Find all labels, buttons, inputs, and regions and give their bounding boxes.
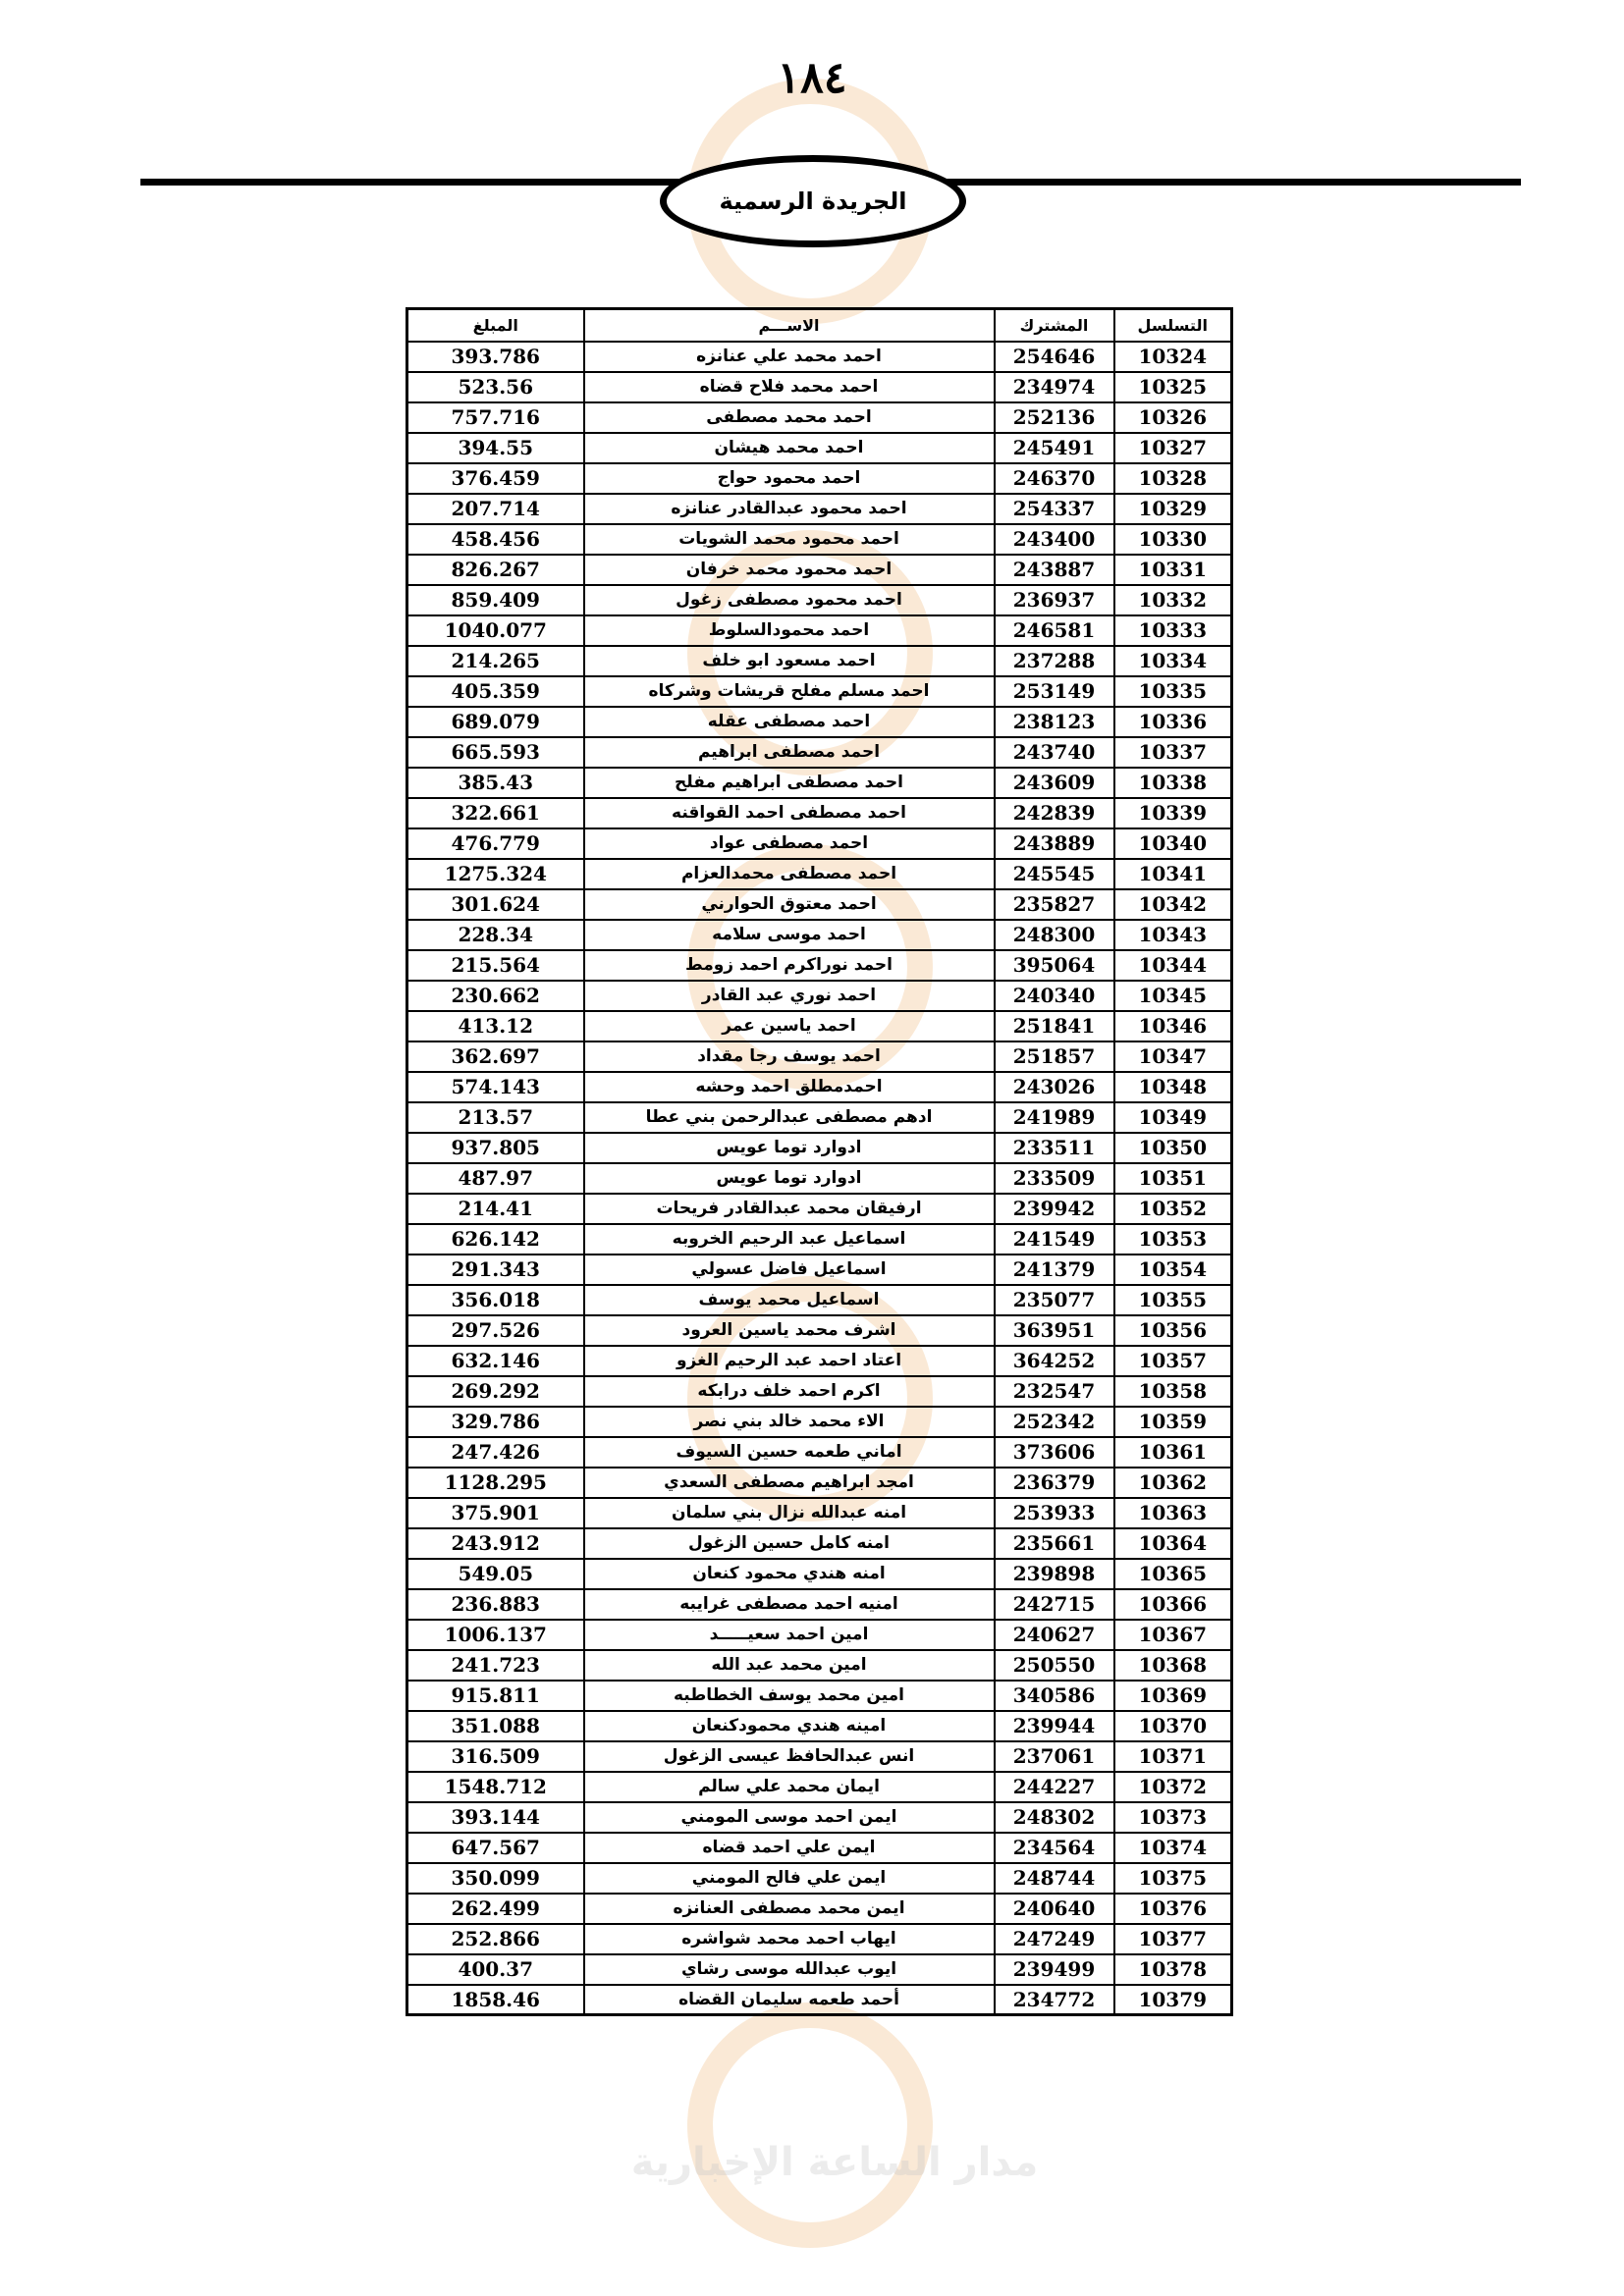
cell-name: اماني طعمه حسين السيوف xyxy=(584,1437,995,1468)
cell-amount: 405.359 xyxy=(407,676,584,707)
cell-subscriber: 254646 xyxy=(995,342,1114,372)
cell-name: امينه هندي محمودكنعان xyxy=(584,1711,995,1741)
cell-amount: 1006.137 xyxy=(407,1620,584,1650)
cell-subscriber: 245545 xyxy=(995,859,1114,889)
table-row xyxy=(407,1711,1232,1741)
cell-name: اكرم احمد خلف درابكه xyxy=(584,1376,995,1407)
table-row xyxy=(407,1650,1232,1681)
cell-serial: 10330 xyxy=(1114,524,1232,555)
cell-serial: 10340 xyxy=(1114,828,1232,859)
cell-name: ايوب عبدالله موسى رشاي xyxy=(584,1954,995,1985)
cell-serial: 10365 xyxy=(1114,1559,1232,1589)
cell-amount: 375.901 xyxy=(407,1498,584,1528)
header-name: الاســـم xyxy=(584,309,995,342)
table-row xyxy=(407,1072,1232,1102)
cell-amount: 1275.324 xyxy=(407,859,584,889)
cell-serial: 10368 xyxy=(1114,1650,1232,1681)
cell-amount: 241.723 xyxy=(407,1650,584,1681)
cell-name: احمد نوري عبد القادر xyxy=(584,981,995,1011)
cell-name: الاء محمد خالد بني نصر xyxy=(584,1407,995,1437)
table-row xyxy=(407,1224,1232,1255)
cell-subscriber: 234772 xyxy=(995,1985,1114,2015)
cell-name: احمد ياسين عمر xyxy=(584,1011,995,1041)
table-row xyxy=(407,1985,1232,2015)
cell-name: احمد مصطفى عواد xyxy=(584,828,995,859)
table-row xyxy=(407,646,1232,676)
table-row xyxy=(407,402,1232,433)
cell-serial: 10350 xyxy=(1114,1133,1232,1163)
cell-name: احمد محمود عبدالقادر عنانزه xyxy=(584,494,995,524)
table-row xyxy=(407,1011,1232,1041)
cell-amount: 291.343 xyxy=(407,1255,584,1285)
cell-subscriber: 252342 xyxy=(995,1407,1114,1437)
cell-subscriber: 253933 xyxy=(995,1498,1114,1528)
cell-name: احمد مصطفى احمد القواقنه xyxy=(584,798,995,828)
table-row xyxy=(407,555,1232,585)
cell-name: ايمان محمد علي سالم xyxy=(584,1772,995,1802)
cell-name: ادوارد توما عويس xyxy=(584,1163,995,1194)
table-row xyxy=(407,1407,1232,1437)
table-row xyxy=(407,463,1232,494)
cell-amount: 214.265 xyxy=(407,646,584,676)
table-row xyxy=(407,372,1232,402)
table-row xyxy=(407,1102,1232,1133)
cell-name: احمدمطلق احمد وحشه xyxy=(584,1072,995,1102)
cell-amount: 574.143 xyxy=(407,1072,584,1102)
cell-serial: 10379 xyxy=(1114,1985,1232,2015)
cell-serial: 10348 xyxy=(1114,1072,1232,1102)
cell-serial: 10332 xyxy=(1114,585,1232,615)
cell-amount: 413.12 xyxy=(407,1011,584,1041)
cell-subscriber: 243400 xyxy=(995,524,1114,555)
cell-amount: 230.662 xyxy=(407,981,584,1011)
cell-subscriber: 251857 xyxy=(995,1041,1114,1072)
cell-subscriber: 239499 xyxy=(995,1954,1114,1985)
cell-amount: 476.779 xyxy=(407,828,584,859)
cell-name: امنه كامل حسين الزغول xyxy=(584,1528,995,1559)
cell-serial: 10339 xyxy=(1114,798,1232,828)
cell-subscriber: 246370 xyxy=(995,463,1114,494)
cell-amount: 351.088 xyxy=(407,1711,584,1741)
cell-name: احمد محمد هيشان xyxy=(584,433,995,463)
cell-name: اسماعيل عبد الرحيم الخروبه xyxy=(584,1224,995,1255)
cell-name: ايمن علي احمد قضاه xyxy=(584,1833,995,1863)
cell-amount: 826.267 xyxy=(407,555,584,585)
cell-subscriber: 247249 xyxy=(995,1924,1114,1954)
cell-name: ارفيقان محمد عبدالقادر فريحات xyxy=(584,1194,995,1224)
table-row xyxy=(407,524,1232,555)
table-body xyxy=(407,342,1232,2015)
cell-subscriber: 246581 xyxy=(995,615,1114,646)
cell-name: احمد يوسف رجا مقداد xyxy=(584,1041,995,1072)
cell-name: احمد مصطفى محمدالعزام xyxy=(584,859,995,889)
cell-subscriber: 238123 xyxy=(995,707,1114,737)
cell-name: اسماعيل محمد يوسف xyxy=(584,1285,995,1315)
cell-subscriber: 234564 xyxy=(995,1833,1114,1863)
cell-name: ايمن احمد موسى المومني xyxy=(584,1802,995,1833)
cell-amount: 458.456 xyxy=(407,524,584,555)
table-row xyxy=(407,1315,1232,1346)
table-row xyxy=(407,1802,1232,1833)
cell-amount: 236.883 xyxy=(407,1589,584,1620)
cell-serial: 10364 xyxy=(1114,1528,1232,1559)
table-row xyxy=(407,1437,1232,1468)
cell-subscriber: 248300 xyxy=(995,920,1114,950)
table-row xyxy=(407,1255,1232,1285)
table-row xyxy=(407,920,1232,950)
cell-name: ادوارد توما عويس xyxy=(584,1133,995,1163)
cell-amount: 549.05 xyxy=(407,1559,584,1589)
cell-subscriber: 233511 xyxy=(995,1133,1114,1163)
table-row xyxy=(407,1894,1232,1924)
cell-amount: 362.697 xyxy=(407,1041,584,1072)
cell-name: احمد مسعود ابو خلف xyxy=(584,646,995,676)
cell-subscriber: 241989 xyxy=(995,1102,1114,1133)
cell-amount: 1040.077 xyxy=(407,615,584,646)
table-row xyxy=(407,1285,1232,1315)
cell-subscriber: 236937 xyxy=(995,585,1114,615)
cell-amount: 393.144 xyxy=(407,1802,584,1833)
cell-serial: 10324 xyxy=(1114,342,1232,372)
table-row xyxy=(407,1954,1232,1985)
cell-amount: 859.409 xyxy=(407,585,584,615)
cell-subscriber: 243609 xyxy=(995,768,1114,798)
cell-subscriber: 242839 xyxy=(995,798,1114,828)
cell-serial: 10335 xyxy=(1114,676,1232,707)
cell-subscriber: 241379 xyxy=(995,1255,1114,1285)
cell-amount: 394.55 xyxy=(407,433,584,463)
table-row xyxy=(407,1133,1232,1163)
header-amount: المبلغ xyxy=(407,309,584,342)
cell-subscriber: 251841 xyxy=(995,1011,1114,1041)
cell-amount: 356.018 xyxy=(407,1285,584,1315)
cell-subscriber: 248302 xyxy=(995,1802,1114,1833)
cell-serial: 10359 xyxy=(1114,1407,1232,1437)
table-row xyxy=(407,1589,1232,1620)
cell-serial: 10336 xyxy=(1114,707,1232,737)
cell-name: احمد محمود محمد خرفان xyxy=(584,555,995,585)
cell-serial: 10362 xyxy=(1114,1468,1232,1498)
cell-subscriber: 363951 xyxy=(995,1315,1114,1346)
cell-subscriber: 373606 xyxy=(995,1437,1114,1468)
cell-subscriber: 239942 xyxy=(995,1194,1114,1224)
table-row xyxy=(407,737,1232,768)
cell-subscriber: 235661 xyxy=(995,1528,1114,1559)
cell-serial: 10353 xyxy=(1114,1224,1232,1255)
cell-serial: 10371 xyxy=(1114,1741,1232,1772)
table-row xyxy=(407,1528,1232,1559)
cell-amount: 689.079 xyxy=(407,707,584,737)
cell-name: انس عبدالحافظ عيسى الزغول xyxy=(584,1741,995,1772)
header-title: الجريدة الرسمية xyxy=(719,187,907,215)
cell-serial: 10367 xyxy=(1114,1620,1232,1650)
cell-subscriber: 233509 xyxy=(995,1163,1114,1194)
cell-subscriber: 245491 xyxy=(995,433,1114,463)
cell-amount: 1858.46 xyxy=(407,1985,584,2015)
table-row xyxy=(407,676,1232,707)
cell-name: احمد محمد مصطفى xyxy=(584,402,995,433)
cell-amount: 487.97 xyxy=(407,1163,584,1194)
cell-amount: 214.41 xyxy=(407,1194,584,1224)
cell-amount: 316.509 xyxy=(407,1741,584,1772)
cell-serial: 10361 xyxy=(1114,1437,1232,1468)
cell-subscriber: 239944 xyxy=(995,1711,1114,1741)
table-row xyxy=(407,615,1232,646)
cell-subscriber: 254337 xyxy=(995,494,1114,524)
table-row xyxy=(407,889,1232,920)
cell-name: امنه هندي محمود كنعان xyxy=(584,1559,995,1589)
cell-serial: 10329 xyxy=(1114,494,1232,524)
cell-subscriber: 240627 xyxy=(995,1620,1114,1650)
table-row xyxy=(407,1559,1232,1589)
table-row xyxy=(407,585,1232,615)
cell-serial: 10357 xyxy=(1114,1346,1232,1376)
cell-subscriber: 253149 xyxy=(995,676,1114,707)
cell-amount: 269.292 xyxy=(407,1376,584,1407)
cell-name: احمد محمد علي عنانزه xyxy=(584,342,995,372)
table-row xyxy=(407,1194,1232,1224)
cell-serial: 10369 xyxy=(1114,1681,1232,1711)
header-serial: التسلسل xyxy=(1114,309,1232,342)
table-row xyxy=(407,1163,1232,1194)
cell-serial: 10334 xyxy=(1114,646,1232,676)
cell-subscriber: 239898 xyxy=(995,1559,1114,1589)
cell-name: احمد محمود محمد الشويات xyxy=(584,524,995,555)
cell-serial: 10375 xyxy=(1114,1863,1232,1894)
cell-name: احمد مصطفى ابراهيم مفلح xyxy=(584,768,995,798)
cell-amount: 400.37 xyxy=(407,1954,584,1985)
watermark-clock-5 xyxy=(687,2002,933,2248)
cell-subscriber: 237061 xyxy=(995,1741,1114,1772)
cell-serial: 10373 xyxy=(1114,1802,1232,1833)
cell-amount: 301.624 xyxy=(407,889,584,920)
cell-name: امين محمد عبد الله xyxy=(584,1650,995,1681)
cell-serial: 10327 xyxy=(1114,433,1232,463)
table-row xyxy=(407,433,1232,463)
cell-subscriber: 250550 xyxy=(995,1650,1114,1681)
cell-name: احمد محمودالسلوط xyxy=(584,615,995,646)
cell-name: احمد محمود مصطفى زغول xyxy=(584,585,995,615)
cell-amount: 297.526 xyxy=(407,1315,584,1346)
cell-subscriber: 232547 xyxy=(995,1376,1114,1407)
cell-name: احمد محمود حواج xyxy=(584,463,995,494)
cell-amount: 647.567 xyxy=(407,1833,584,1863)
cell-serial: 10333 xyxy=(1114,615,1232,646)
cell-subscriber: 252136 xyxy=(995,402,1114,433)
cell-amount: 350.099 xyxy=(407,1863,584,1894)
cell-serial: 10328 xyxy=(1114,463,1232,494)
cell-subscriber: 235077 xyxy=(995,1285,1114,1315)
cell-amount: 228.34 xyxy=(407,920,584,950)
cell-serial: 10366 xyxy=(1114,1589,1232,1620)
cell-serial: 10358 xyxy=(1114,1376,1232,1407)
table-row xyxy=(407,1924,1232,1954)
table-row xyxy=(407,1041,1232,1072)
cell-subscriber: 237288 xyxy=(995,646,1114,676)
cell-subscriber: 244227 xyxy=(995,1772,1114,1802)
header-subscriber: المشترك xyxy=(995,309,1114,342)
table-row xyxy=(407,494,1232,524)
cell-name: اشرف محمد ياسين العرود xyxy=(584,1315,995,1346)
cell-serial: 10378 xyxy=(1114,1954,1232,1985)
cell-subscriber: 395064 xyxy=(995,950,1114,981)
watermark-logo: مدار الساعة الإخبارية xyxy=(630,2140,1039,2185)
cell-name: ايمن محمد مصطفى العنانزه xyxy=(584,1894,995,1924)
cell-amount: 247.426 xyxy=(407,1437,584,1468)
cell-amount: 665.593 xyxy=(407,737,584,768)
table-row xyxy=(407,342,1232,372)
cell-subscriber: 235827 xyxy=(995,889,1114,920)
cell-amount: 322.661 xyxy=(407,798,584,828)
cell-name: احمد مسلم مفلح قريشات وشركاه xyxy=(584,676,995,707)
cell-subscriber: 340586 xyxy=(995,1681,1114,1711)
cell-amount: 757.716 xyxy=(407,402,584,433)
cell-subscriber: 242715 xyxy=(995,1589,1114,1620)
cell-amount: 376.459 xyxy=(407,463,584,494)
table-row xyxy=(407,1863,1232,1894)
cell-serial: 10354 xyxy=(1114,1255,1232,1285)
table-row xyxy=(407,1468,1232,1498)
cell-serial: 10355 xyxy=(1114,1285,1232,1315)
cell-serial: 10343 xyxy=(1114,920,1232,950)
cell-subscriber: 243887 xyxy=(995,555,1114,585)
table-row xyxy=(407,1833,1232,1863)
table-row xyxy=(407,1346,1232,1376)
cell-serial: 10346 xyxy=(1114,1011,1232,1041)
cell-serial: 10325 xyxy=(1114,372,1232,402)
table-row xyxy=(407,768,1232,798)
cell-serial: 10341 xyxy=(1114,859,1232,889)
cell-amount: 632.146 xyxy=(407,1346,584,1376)
cell-amount: 937.805 xyxy=(407,1133,584,1163)
subscribers-table xyxy=(406,307,1233,2016)
cell-serial: 10352 xyxy=(1114,1194,1232,1224)
cell-serial: 10377 xyxy=(1114,1924,1232,1954)
subscribers-table-container xyxy=(406,307,1230,2016)
cell-subscriber: 248744 xyxy=(995,1863,1114,1894)
page-number: ١٨٤ xyxy=(777,53,847,103)
cell-serial: 10331 xyxy=(1114,555,1232,585)
cell-amount: 626.142 xyxy=(407,1224,584,1255)
cell-amount: 243.912 xyxy=(407,1528,584,1559)
cell-amount: 385.43 xyxy=(407,768,584,798)
table-row xyxy=(407,1376,1232,1407)
cell-serial: 10342 xyxy=(1114,889,1232,920)
table-row xyxy=(407,950,1232,981)
cell-subscriber: 243889 xyxy=(995,828,1114,859)
cell-name: امنه عبدالله نزال بني سلمان xyxy=(584,1498,995,1528)
cell-name: احمد مصطفى عقله xyxy=(584,707,995,737)
table-row xyxy=(407,1741,1232,1772)
cell-serial: 10374 xyxy=(1114,1833,1232,1863)
cell-amount: 252.866 xyxy=(407,1924,584,1954)
cell-amount: 262.499 xyxy=(407,1894,584,1924)
header-oval xyxy=(660,155,966,247)
cell-name: اسماعيل فاضل عسولي xyxy=(584,1255,995,1285)
cell-subscriber: 364252 xyxy=(995,1346,1114,1376)
cell-subscriber: 236379 xyxy=(995,1468,1114,1498)
table-row xyxy=(407,1772,1232,1802)
cell-serial: 10363 xyxy=(1114,1498,1232,1528)
cell-name: اعتاد احمد عبد الرحيم الغزو xyxy=(584,1346,995,1376)
cell-name: أحمد طعمه سليمان القضاه xyxy=(584,1985,995,2015)
cell-name: ايمن علي فالح المومني xyxy=(584,1863,995,1894)
cell-subscriber: 234974 xyxy=(995,372,1114,402)
cell-name: احمد معتوق الحوارني xyxy=(584,889,995,920)
cell-amount: 213.57 xyxy=(407,1102,584,1133)
cell-serial: 10372 xyxy=(1114,1772,1232,1802)
table-row xyxy=(407,981,1232,1011)
cell-serial: 10338 xyxy=(1114,768,1232,798)
cell-subscriber: 240340 xyxy=(995,981,1114,1011)
cell-amount: 523.56 xyxy=(407,372,584,402)
cell-serial: 10351 xyxy=(1114,1163,1232,1194)
cell-serial: 10370 xyxy=(1114,1711,1232,1741)
cell-name: احمد محمد فلاح قضاه xyxy=(584,372,995,402)
table-row xyxy=(407,1620,1232,1650)
cell-subscriber: 243740 xyxy=(995,737,1114,768)
table-row xyxy=(407,1498,1232,1528)
cell-amount: 1128.295 xyxy=(407,1468,584,1498)
cell-serial: 10337 xyxy=(1114,737,1232,768)
cell-name: امين احمد سعيـــــد xyxy=(584,1620,995,1650)
table-header-row xyxy=(407,309,1232,342)
cell-amount: 329.786 xyxy=(407,1407,584,1437)
cell-name: احمد موسى سلامه xyxy=(584,920,995,950)
cell-serial: 10347 xyxy=(1114,1041,1232,1072)
table-row xyxy=(407,859,1232,889)
cell-serial: 10376 xyxy=(1114,1894,1232,1924)
cell-name: ايهاب احمد محمد شواشره xyxy=(584,1924,995,1954)
cell-amount: 207.714 xyxy=(407,494,584,524)
cell-amount: 915.811 xyxy=(407,1681,584,1711)
table-row xyxy=(407,828,1232,859)
cell-serial: 10356 xyxy=(1114,1315,1232,1346)
cell-name: امين محمد يوسف الخطاطبه xyxy=(584,1681,995,1711)
cell-name: امجد ابراهيم مصطفى السعدي xyxy=(584,1468,995,1498)
cell-amount: 393.786 xyxy=(407,342,584,372)
cell-name: احمد نوراكرم احمد زومط xyxy=(584,950,995,981)
cell-name: ادهم مصطفى عبدالرحمن بني عطا xyxy=(584,1102,995,1133)
cell-amount: 1548.712 xyxy=(407,1772,584,1802)
cell-serial: 10345 xyxy=(1114,981,1232,1011)
table-row xyxy=(407,798,1232,828)
cell-serial: 10326 xyxy=(1114,402,1232,433)
cell-subscriber: 243026 xyxy=(995,1072,1114,1102)
cell-serial: 10344 xyxy=(1114,950,1232,981)
cell-subscriber: 241549 xyxy=(995,1224,1114,1255)
cell-name: امنيه احمد مصطفى غرايبه xyxy=(584,1589,995,1620)
cell-serial: 10349 xyxy=(1114,1102,1232,1133)
cell-name: احمد مصطفى ابراهيم xyxy=(584,737,995,768)
table-row xyxy=(407,1681,1232,1711)
cell-amount: 215.564 xyxy=(407,950,584,981)
cell-subscriber: 240640 xyxy=(995,1894,1114,1924)
table-row xyxy=(407,707,1232,737)
